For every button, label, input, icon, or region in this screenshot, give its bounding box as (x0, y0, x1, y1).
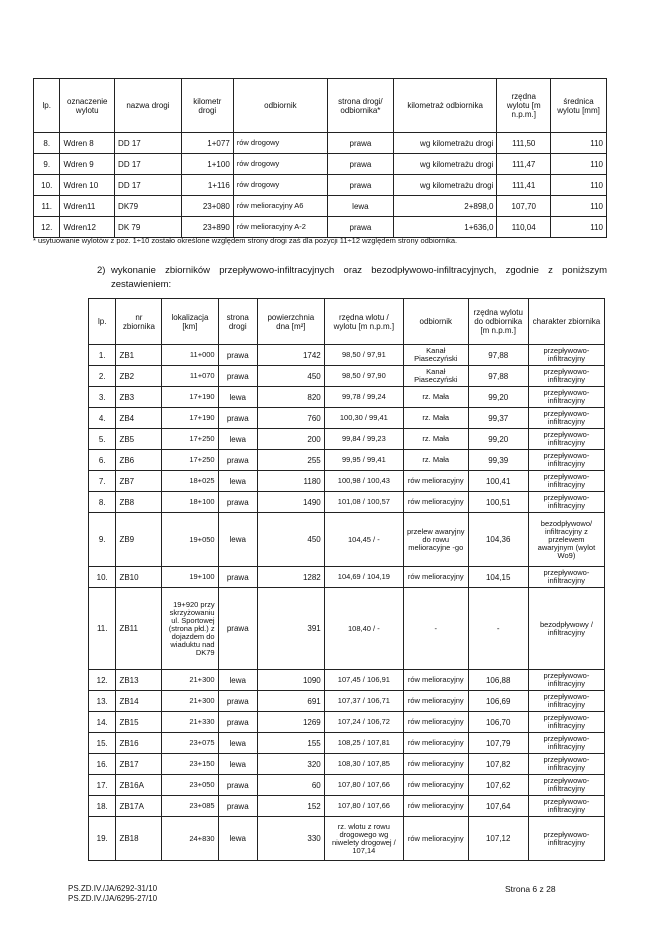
table-cell: lewa (218, 387, 257, 408)
table-cell: prawa (218, 450, 257, 471)
footnote: * usytuowanie wylotów z poz. 1÷10 zostało określone względem strony drogi zaś dla pozycji 11÷12 względem strony odbiornika. (33, 236, 458, 245)
table-cell: lewa (218, 429, 257, 450)
table-cell: prawa (218, 588, 257, 670)
table-cell: rów drogowy (233, 175, 327, 196)
table-cell: rz. Mała (403, 408, 468, 429)
header-cell: rzędna wylotu [m n.p.m.] (497, 79, 551, 133)
table-cell: 104,69 / 104,19 (324, 567, 403, 588)
table-cell: prawa (327, 217, 393, 238)
table-cell: przepływowo-infiltracyjny (528, 387, 604, 408)
table-cell: ZB6 (116, 450, 162, 471)
table-cell: rów melioracyjny (403, 471, 468, 492)
table-cell: przepływowo-infiltracyjny (528, 429, 604, 450)
table-cell: 17. (89, 775, 116, 796)
table-cell: 23+150 (162, 754, 218, 775)
table-cell: przepływowo-infiltracyjny (528, 796, 604, 817)
table-cell: przepływowo-infiltracyjny (528, 471, 604, 492)
table-cell: 9. (34, 154, 60, 175)
table-cell: 107,70 (497, 196, 551, 217)
table-cell: DK 79 (115, 217, 182, 238)
table-cell: 450 (257, 513, 324, 567)
reservoirs-table (88, 298, 605, 861)
table-cell: 60 (257, 775, 324, 796)
table-cell: 1282 (257, 567, 324, 588)
table-cell: przepływowo-infiltracyjny (528, 712, 604, 733)
table-cell: 11+000 (162, 345, 218, 366)
table-row (89, 345, 605, 366)
table-cell: prawa (218, 567, 257, 588)
table-cell: 110 (551, 196, 607, 217)
page-number: Strona 6 z 28 (505, 884, 556, 894)
table-cell: prawa (218, 712, 257, 733)
table-row (89, 588, 605, 670)
table-cell: 19+920 przy skrzyżowaniu ul. Sportowej (strona płd.) z dojazdem do wiaduktu nad DK79 (162, 588, 218, 670)
table-cell: 760 (257, 408, 324, 429)
table-cell: 97,88 (468, 366, 528, 387)
table-row (89, 712, 605, 733)
table-row (89, 670, 605, 691)
header-cell: odbiornik (403, 299, 468, 345)
table-cell: rz. wlotu z rowu drogowego wg niwelety drogowej / 107,14 (324, 817, 403, 861)
document-reference: PS.ZD.IV./JA/6295-27/10 (68, 894, 158, 903)
table-cell: 17+250 (162, 450, 218, 471)
table-cell: 111,47 (497, 154, 551, 175)
table-cell: 110,04 (497, 217, 551, 238)
table-cell: lewa (218, 733, 257, 754)
table-cell: 107,62 (468, 775, 528, 796)
table-cell: 1+077 (181, 133, 233, 154)
table-cell: 320 (257, 754, 324, 775)
table-cell: 110 (551, 175, 607, 196)
table-cell: prawa (327, 133, 393, 154)
table-row (89, 567, 605, 588)
table-cell: rz. Mała (403, 387, 468, 408)
table-cell: 100,30 / 99,41 (324, 408, 403, 429)
table-cell: ZB1 (116, 345, 162, 366)
table-cell: prawa (327, 175, 393, 196)
table-cell: 155 (257, 733, 324, 754)
table-cell: 152 (257, 796, 324, 817)
table-cell: 1090 (257, 670, 324, 691)
table-row (34, 133, 607, 154)
table-cell: Kanał Piaseczyński (403, 345, 468, 366)
table-cell: ZB17 (116, 754, 162, 775)
paragraph-number: 2) (97, 265, 106, 276)
table-cell: ZB11 (116, 588, 162, 670)
table-cell: prawa (218, 408, 257, 429)
table-cell: przepływowo-infiltracyjny (528, 366, 604, 387)
table-cell: prawa (218, 691, 257, 712)
table-cell: 99,39 (468, 450, 528, 471)
table-cell: 1269 (257, 712, 324, 733)
table-cell: 97,88 (468, 345, 528, 366)
table-cell: przepływowo-infiltracyjny (528, 345, 604, 366)
table-cell: ZB17A (116, 796, 162, 817)
table-cell: 2. (89, 366, 116, 387)
table-cell: 107,24 / 106,72 (324, 712, 403, 733)
header-cell: nr zbiornika (116, 299, 162, 345)
table-cell: przepływowo-infiltracyjny (528, 408, 604, 429)
table-cell: rów melioracyjny (403, 712, 468, 733)
table-cell: 107,64 (468, 796, 528, 817)
table-cell: 100,98 / 100,43 (324, 471, 403, 492)
table-cell: DK79 (115, 196, 182, 217)
table-cell: ZB8 (116, 492, 162, 513)
table-cell: 18+100 (162, 492, 218, 513)
table-row (34, 196, 607, 217)
table-cell: rów drogowy (233, 154, 327, 175)
table-cell: 110 (551, 133, 607, 154)
table-cell: 18. (89, 796, 116, 817)
table-cell: 1+116 (181, 175, 233, 196)
table-cell: 106,70 (468, 712, 528, 733)
table-cell: 330 (257, 817, 324, 861)
table-cell: 21+300 (162, 691, 218, 712)
table-cell: prawa (218, 775, 257, 796)
table-cell: 107,45 / 106,91 (324, 670, 403, 691)
table-row (89, 691, 605, 712)
header-cell: strona drogi (218, 299, 257, 345)
table-row (89, 492, 605, 513)
table-cell: rz. Mała (403, 429, 468, 450)
table-cell: prawa (218, 492, 257, 513)
table-cell: 450 (257, 366, 324, 387)
table-cell: DD 17 (115, 133, 182, 154)
table-cell: 19+100 (162, 567, 218, 588)
table-cell: ZB10 (116, 567, 162, 588)
table-cell: ZB15 (116, 712, 162, 733)
table-cell: 104,36 (468, 513, 528, 567)
table-cell: 107,79 (468, 733, 528, 754)
table-cell: 7. (89, 471, 116, 492)
table-cell: Wdren12 (60, 217, 115, 238)
table-cell: 1742 (257, 345, 324, 366)
table-cell: 21+330 (162, 712, 218, 733)
table-cell: 108,40 / - (324, 588, 403, 670)
table-cell: prawa (218, 345, 257, 366)
table-cell: lewa (218, 670, 257, 691)
table-cell: przelew awaryjny do rowu melioracyjne -go (403, 513, 468, 567)
table-cell: 11. (34, 196, 60, 217)
table-cell: 18+025 (162, 471, 218, 492)
table-cell: 19. (89, 817, 116, 861)
table-cell: ZB4 (116, 408, 162, 429)
outlets-table (33, 78, 607, 238)
table-cell: przepływowo-infiltracyjny (528, 754, 604, 775)
header-cell: lp. (34, 79, 60, 133)
table-cell: 691 (257, 691, 324, 712)
table-cell: 99,20 (468, 387, 528, 408)
table-cell: 111,50 (497, 133, 551, 154)
table-cell: 108,30 / 107,85 (324, 754, 403, 775)
table-cell: przepływowo-infiltracyjny (528, 817, 604, 861)
table-cell: rów melioracyjny (403, 754, 468, 775)
table-cell: 107,80 / 107,66 (324, 796, 403, 817)
table-cell: rów melioracyjny (403, 567, 468, 588)
table-row (89, 796, 605, 817)
table-cell: 111,41 (497, 175, 551, 196)
table-row (89, 366, 605, 387)
table-row (89, 450, 605, 471)
table-cell: 23+890 (181, 217, 233, 238)
table-row (89, 387, 605, 408)
table-cell: lewa (327, 196, 393, 217)
table-cell: 23+085 (162, 796, 218, 817)
table-cell: 1. (89, 345, 116, 366)
table-cell: rów melioracyjny (403, 691, 468, 712)
table-cell: prawa (218, 796, 257, 817)
table-cell: ZB14 (116, 691, 162, 712)
table-row (34, 175, 607, 196)
table-cell: - (468, 588, 528, 670)
table-cell: ZB7 (116, 471, 162, 492)
table-cell: - (403, 588, 468, 670)
table-header-row (89, 299, 605, 345)
table-cell: 2+898,0 (393, 196, 497, 217)
header-cell: lp. (89, 299, 116, 345)
table-cell: 12. (89, 670, 116, 691)
table-cell: wg kilometrażu drogi (393, 133, 497, 154)
table-cell: 107,80 / 107,66 (324, 775, 403, 796)
table-cell: Wdren 9 (60, 154, 115, 175)
header-cell: średnica wylotu [mm] (551, 79, 607, 133)
table-cell: przepływowo-infiltracyjny (528, 691, 604, 712)
table-cell: 21+300 (162, 670, 218, 691)
table-cell: 255 (257, 450, 324, 471)
table-cell: prawa (218, 366, 257, 387)
table-cell: 12. (34, 217, 60, 238)
table-cell: 10. (89, 567, 116, 588)
table-cell: przepływowo-infiltracyjny (528, 450, 604, 471)
header-cell: oznaczenie wylotu (60, 79, 115, 133)
table-cell: Wdren 10 (60, 175, 115, 196)
table-row (89, 513, 605, 567)
table-cell: prawa (327, 154, 393, 175)
table-cell: 391 (257, 588, 324, 670)
table-cell: 11+070 (162, 366, 218, 387)
table-cell: rów melioracyjny (403, 670, 468, 691)
table-cell: bezodpływowy / infiltracyjny (528, 588, 604, 670)
table-cell: ZB16 (116, 733, 162, 754)
table-cell: 4. (89, 408, 116, 429)
table-cell: lewa (218, 817, 257, 861)
table-cell: 5. (89, 429, 116, 450)
table-cell: 8. (34, 133, 60, 154)
table-cell: 99,84 / 99,23 (324, 429, 403, 450)
table-cell: 107,82 (468, 754, 528, 775)
table-cell: 104,15 (468, 567, 528, 588)
table-row (89, 775, 605, 796)
header-cell: rzędna wlotu / wylotu [m n.p.m.] (324, 299, 403, 345)
document-reference: PS.ZD.IV./JA/6292-31/10 (68, 884, 158, 893)
table-row (89, 408, 605, 429)
table-cell: 19+050 (162, 513, 218, 567)
table-cell: 200 (257, 429, 324, 450)
table-cell: Wdren 8 (60, 133, 115, 154)
header-cell: lokalizacja [km] (162, 299, 218, 345)
table-cell: przepływowo-infiltracyjny (528, 670, 604, 691)
table-cell: ZB9 (116, 513, 162, 567)
table-cell: przepływowo-infiltracyjny (528, 567, 604, 588)
table-cell: rów melioracyjny (403, 492, 468, 513)
table-cell: 106,88 (468, 670, 528, 691)
table-cell: ZB3 (116, 387, 162, 408)
table-cell: bezodpływowo/ infiltracyjny z przelewem awaryjnym (wylot Wo9) (528, 513, 604, 567)
table-cell: rów melioracyjny (403, 733, 468, 754)
table-cell: ZB13 (116, 670, 162, 691)
table-cell: ZB16A (116, 775, 162, 796)
table-cell: przepływowo-infiltracyjny (528, 775, 604, 796)
table-cell: rów melioracyjny A-2 (233, 217, 327, 238)
table-cell: ZB5 (116, 429, 162, 450)
table-cell: 10. (34, 175, 60, 196)
table-cell: 6. (89, 450, 116, 471)
table-cell: 23+050 (162, 775, 218, 796)
table-cell: 110 (551, 154, 607, 175)
table-row (89, 471, 605, 492)
table-cell: 100,41 (468, 471, 528, 492)
table-cell: 15. (89, 733, 116, 754)
table-cell: 8. (89, 492, 116, 513)
table-cell: lewa (218, 471, 257, 492)
table-cell: rów melioracyjny (403, 817, 468, 861)
table-cell: 101,08 / 100,57 (324, 492, 403, 513)
table-row (34, 154, 607, 175)
table-cell: lewa (218, 754, 257, 775)
table-cell: wg kilometrażu drogi (393, 154, 497, 175)
table-cell: 23+080 (181, 196, 233, 217)
table-cell: rów drogowy (233, 133, 327, 154)
table-cell: 820 (257, 387, 324, 408)
table-cell: 14. (89, 712, 116, 733)
table-cell: 99,20 (468, 429, 528, 450)
table-cell: 104,45 / - (324, 513, 403, 567)
header-cell: rzędna wylotu do odbiornika [m n.p.m.] (468, 299, 528, 345)
table-cell: 99,78 / 99,24 (324, 387, 403, 408)
table-cell: Kanał Piaseczyński (403, 366, 468, 387)
table-cell: 3. (89, 387, 116, 408)
table-cell: rów melioracyjny A6 (233, 196, 327, 217)
table-cell: 1+100 (181, 154, 233, 175)
header-cell: charakter zbiornika (528, 299, 604, 345)
paragraph-text: wykonanie zbiorników przepływowo-infiltracyjnych oraz bezodpływowo-infiltracyjnych, zgodnie z poniższym zestawieniem: (111, 265, 607, 290)
table-row (89, 817, 605, 861)
header-cell: kilometraż odbiornika (393, 79, 497, 133)
table-cell: 13. (89, 691, 116, 712)
table-cell: 16. (89, 754, 116, 775)
table-cell: rów melioracyjny (403, 796, 468, 817)
table-cell: 98,50 / 97,90 (324, 366, 403, 387)
table-cell: przepływowo-infiltracyjny (528, 733, 604, 754)
header-cell: powierzchnia dna [m²] (257, 299, 324, 345)
header-cell: nazwa drogi (115, 79, 182, 133)
table-cell: lewa (218, 513, 257, 567)
header-cell: kilometr drogi (181, 79, 233, 133)
header-cell: odbiornik (233, 79, 327, 133)
table-row (34, 217, 607, 238)
table-cell: rz. Mała (403, 450, 468, 471)
table-cell: 23+075 (162, 733, 218, 754)
table-cell: 9. (89, 513, 116, 567)
table-cell: 1+636,0 (393, 217, 497, 238)
table-cell: 107,37 / 106,71 (324, 691, 403, 712)
table-header-row (34, 79, 607, 133)
table-cell: 100,51 (468, 492, 528, 513)
table-cell: 108,25 / 107,81 (324, 733, 403, 754)
header-cell: strona drogi/ odbiornika* (327, 79, 393, 133)
table-cell: 1180 (257, 471, 324, 492)
table-cell: przepływowo-infiltracyjny (528, 492, 604, 513)
table-cell: 11. (89, 588, 116, 670)
table-row (89, 733, 605, 754)
table-cell: 17+190 (162, 408, 218, 429)
table-cell: 107,12 (468, 817, 528, 861)
table-cell: 98,50 / 97,91 (324, 345, 403, 366)
table-cell: 99,37 (468, 408, 528, 429)
table-cell: 110 (551, 217, 607, 238)
table-cell: 24+830 (162, 817, 218, 861)
table-cell: 1490 (257, 492, 324, 513)
table-cell: Wdren11 (60, 196, 115, 217)
table-cell: rów melioracyjny (403, 775, 468, 796)
table-cell: ZB18 (116, 817, 162, 861)
table-cell: 99,95 / 99,41 (324, 450, 403, 471)
table-row (89, 429, 605, 450)
table-cell: 106,69 (468, 691, 528, 712)
table-cell: ZB2 (116, 366, 162, 387)
table-cell: wg kilometrażu drogi (393, 175, 497, 196)
table-cell: 17+190 (162, 387, 218, 408)
table-cell: 17+250 (162, 429, 218, 450)
table-cell: DD 17 (115, 154, 182, 175)
table-row (89, 754, 605, 775)
table-cell: DD 17 (115, 175, 182, 196)
